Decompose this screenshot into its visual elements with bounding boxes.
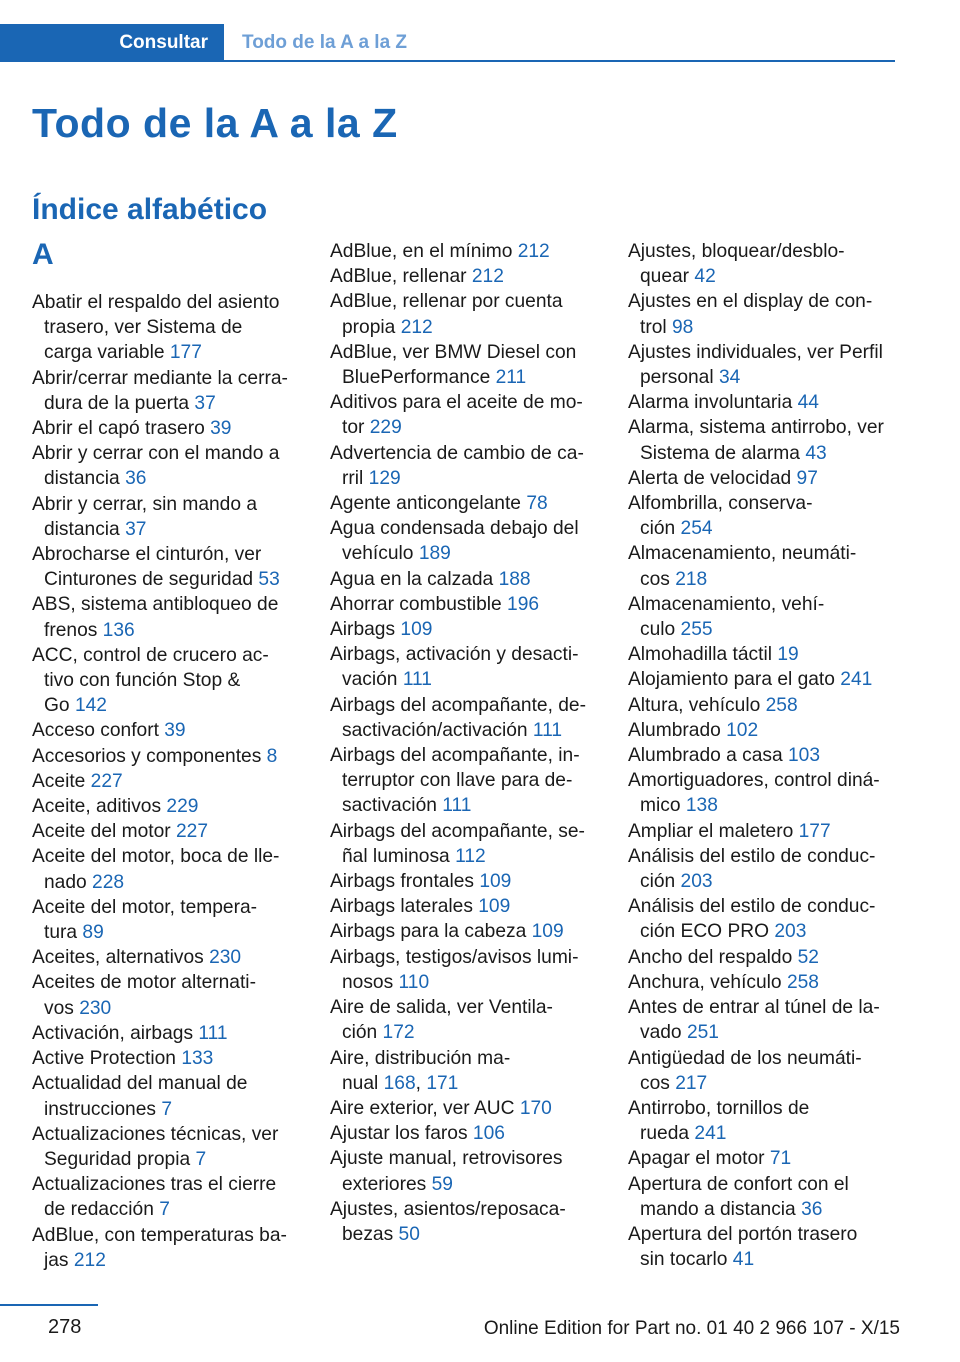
- page-reference-link[interactable]: 7: [195, 1148, 207, 1170]
- page-reference-link[interactable]: 227: [90, 770, 123, 792]
- index-entry: [628, 718, 898, 743]
- page-reference-link[interactable]: 133: [181, 1048, 214, 1070]
- index-entry-text: Activación, airbags: [32, 1022, 194, 1044]
- index-entry: [330, 516, 600, 566]
- page-reference-link[interactable]: 217: [675, 1072, 708, 1094]
- page-reference-link[interactable]: 129: [368, 467, 401, 489]
- page-reference-link[interactable]: 109: [531, 921, 564, 943]
- index-entry: [32, 794, 302, 819]
- index-entry-text: AdBlue, rellenar por cuenta propia: [330, 291, 563, 338]
- index-entry-text: ABS, sistema antibloqueo de frenos: [32, 594, 279, 641]
- index-entry: [32, 769, 302, 794]
- chapter-tab[interactable]: Todo de la A a la Z: [242, 32, 408, 53]
- page-reference-link[interactable]: 189: [418, 543, 451, 565]
- index-entry-text: Ajuste manual, retrovisores exteriores: [330, 1148, 563, 1195]
- index-letter-heading: A: [32, 238, 54, 271]
- page-reference-link[interactable]: 228: [92, 871, 125, 893]
- edition-note: Online Edition for Part no. 01 40 2 966 107 - X/15: [483, 1318, 900, 1339]
- index-entry: [330, 995, 600, 1045]
- page-reference-link[interactable]: 78: [526, 493, 548, 515]
- index-entry: [628, 415, 898, 465]
- page-reference-link[interactable]: 111: [402, 669, 432, 691]
- index-entry-text: Airbags laterales: [330, 896, 473, 918]
- index-entry: [628, 995, 898, 1045]
- index-entry-text: Alerta de velocidad: [628, 467, 792, 489]
- page-reference-link[interactable]: 36: [125, 468, 147, 490]
- index-entry-text: Almacenamiento, vehí‐ culo: [628, 593, 825, 641]
- index-entry: [628, 592, 898, 642]
- index-entry-text: Airbags, activación y desacti‐ vación: [330, 644, 579, 691]
- index-entry: [628, 1172, 898, 1222]
- index-entry-text: ACC, control de crucero ac‐ tivo con función Stop & Go: [32, 644, 269, 717]
- index-entry-text: Aceite del motor, boca de lle‐ nado: [32, 846, 280, 893]
- index-entry-text: Abatir el respaldo del asiento trasero, ver Sistema de carga variable: [32, 292, 280, 364]
- index-entry: [628, 340, 898, 390]
- index-entry-text: Alojamiento para el gato: [628, 669, 835, 691]
- index-entry-text: Aire de salida, ver Ventila‐ ción: [330, 997, 553, 1044]
- index-entry-text: Ajustes en el display de con‐ trol: [628, 291, 873, 338]
- index-entry-text: Airbags del acompañante, se‐ ñal luminosa: [330, 820, 585, 867]
- index-entry-text: Alumbrado a casa: [628, 745, 783, 767]
- index-entry: [330, 693, 600, 743]
- index-entry-text: Aire exterior, ver AUC: [330, 1097, 515, 1119]
- index-entry: [32, 1046, 302, 1071]
- index-entry-text: Aceite: [32, 770, 86, 792]
- index-entry-text: Almohadilla táctil: [628, 644, 772, 666]
- index-entry-text: Alfombrilla, conserva‐ ción: [628, 493, 813, 540]
- page-reference-link[interactable]: 258: [786, 971, 819, 993]
- index-entry-text: Airbags: [330, 619, 396, 641]
- index-entry: [628, 239, 898, 289]
- page-header: [0, 24, 895, 62]
- index-entry-text: Ahorrar combustible: [330, 593, 502, 615]
- index-entry-text: Análisis del estilo de conduc‐ ción: [628, 845, 876, 893]
- index-entry-text: Aceite del motor: [32, 821, 171, 843]
- index-entry-text: Ajustar los faros: [330, 1123, 468, 1145]
- index-entry-text: Active Protection: [32, 1048, 176, 1070]
- index-entry: Aire, distribución ma‐ nual 168, 171: [330, 1047, 511, 1094]
- index-entry-text: Abrir y cerrar con el mando a distancia: [32, 443, 280, 490]
- index-entry: [628, 743, 898, 768]
- index-entry: [32, 970, 302, 1020]
- index-entry-text: Antirrobo, tornillos de rueda: [628, 1097, 810, 1145]
- page-reference-link[interactable]: 34: [718, 367, 741, 389]
- page-reference-link[interactable]: 241: [840, 669, 873, 691]
- index-entry: [32, 592, 302, 642]
- index-entry: [628, 642, 898, 667]
- page-reference-link[interactable]: 43: [805, 442, 827, 464]
- index-entry-text: Actualizaciones tras el cierre de redacción: [32, 1174, 277, 1221]
- index-entry: [32, 945, 302, 970]
- page-reference-link[interactable]: 229: [369, 417, 402, 439]
- page-reference-link[interactable]: 171: [426, 1072, 459, 1094]
- page-reference-link[interactable]: 42: [694, 266, 716, 288]
- page-reference-link[interactable]: 71: [769, 1148, 792, 1170]
- page-reference-link[interactable]: 218: [675, 568, 708, 590]
- page-reference-link[interactable]: 89: [82, 922, 104, 944]
- page-reference-link[interactable]: 109: [479, 871, 512, 893]
- index-entry: [32, 643, 302, 719]
- page-reference-link[interactable]: 177: [169, 342, 202, 364]
- index-entry-text: Accesorios y componentes: [32, 745, 262, 767]
- index-entry: [330, 642, 600, 692]
- index-entry-text: Airbags frontales: [330, 871, 474, 893]
- index-entry-text: Aceites de motor alternati‐ vos: [32, 972, 256, 1019]
- index-entry-text: Amortiguadores, control diná‐ mico: [628, 770, 880, 817]
- page-reference-link[interactable]: 177: [798, 820, 831, 842]
- index-entry: [32, 1021, 302, 1046]
- index-entry: [330, 491, 600, 516]
- page-reference-link[interactable]: 7: [161, 1098, 172, 1120]
- index-entry: [330, 1197, 600, 1247]
- index-entry-text: Apertura del portón trasero sin tocarlo: [628, 1223, 858, 1271]
- index-entry-text: Agente anticongelante: [330, 493, 521, 515]
- index-entry: [628, 491, 898, 541]
- index-entry: [330, 567, 600, 592]
- page-number: 278: [48, 1316, 82, 1338]
- page-reference-link[interactable]: 172: [382, 1022, 415, 1044]
- page-reference-link[interactable]: 98: [672, 316, 694, 338]
- index-entry-text: Anchura, vehículo: [628, 971, 782, 993]
- page-reference-link[interactable]: 212: [471, 266, 504, 288]
- index-entry-text: Alarma involuntaria: [628, 392, 793, 414]
- index-entry: [32, 744, 302, 769]
- page-reference-link[interactable]: 241: [694, 1123, 727, 1145]
- index-entry-text: Agua condensada debajo del vehículo: [330, 518, 579, 565]
- index-entry: [330, 1121, 600, 1146]
- index-entry: [32, 1071, 302, 1121]
- index-entry-text: Antigüedad de los neumáti‐ cos: [628, 1047, 862, 1094]
- page-reference-link[interactable]: 50: [398, 1223, 420, 1245]
- index-entry: [628, 970, 898, 995]
- page-reference-link[interactable]: 37: [194, 392, 216, 414]
- page-reference-link[interactable]: 52: [797, 946, 819, 968]
- index-entry: [32, 844, 302, 894]
- index-entry-text: Alarma, sistema antirrobo, ver Sistema de alarma: [628, 417, 884, 464]
- page-reference-link[interactable]: 37: [125, 518, 147, 540]
- index-entry: [32, 1122, 302, 1172]
- footer-divider: [0, 1304, 98, 1306]
- index-entry-text: Aceites, alternativos: [32, 947, 204, 969]
- index-entry-text: Abrir y cerrar, sin mando a distancia: [32, 493, 258, 540]
- page-reference-link[interactable]: 168: [383, 1072, 416, 1094]
- index-entry: [330, 617, 600, 642]
- index-entry-text: Ampliar el maletero: [628, 820, 794, 842]
- index-entry: [628, 894, 898, 944]
- page-reference-link[interactable]: 109: [400, 619, 433, 641]
- page-reference-link[interactable]: 188: [498, 568, 531, 590]
- index-entry: [330, 919, 600, 944]
- page-reference-link[interactable]: 102: [726, 719, 759, 741]
- index-entry-text: Aire, distribución ma‐ nual: [330, 1047, 511, 1094]
- page-reference-link[interactable]: 39: [210, 418, 232, 440]
- page-reference-link[interactable]: 111: [532, 719, 563, 741]
- index-entry-text: Airbags, testigos/avisos lumi‐ nosos: [330, 946, 579, 993]
- page-reference-link[interactable]: 53: [258, 569, 280, 591]
- index-entry-text: Altura, vehículo: [628, 694, 761, 716]
- index-entry-text: Airbags del acompañante, de‐ sactivación/activación: [330, 694, 586, 741]
- index-entry: [32, 718, 302, 743]
- index-entry: [32, 492, 302, 542]
- header-divider: [224, 60, 895, 62]
- page-reference-link[interactable]: 39: [164, 720, 186, 742]
- page-reference-link[interactable]: 258: [765, 694, 798, 716]
- index-column-3: [628, 239, 898, 1272]
- page-reference-link[interactable]: 112: [455, 845, 486, 867]
- page-reference-link[interactable]: 106: [472, 1123, 505, 1145]
- index-entry: [32, 366, 302, 416]
- index-column-1: [32, 290, 302, 1273]
- index-entry: [330, 945, 600, 995]
- index-entry: [32, 441, 302, 491]
- index-entry-text: Antes de entrar al túnel de la‐ vado: [628, 997, 880, 1044]
- index-entry: [330, 441, 600, 491]
- index-entry: [628, 1096, 898, 1146]
- page-reference-link[interactable]: 227: [176, 821, 209, 843]
- page-reference-link[interactable]: 251: [686, 1022, 719, 1044]
- index-entry: [628, 844, 898, 894]
- page-reference-link[interactable]: 8: [266, 745, 278, 767]
- section-tab-consultar[interactable]: Consultar: [0, 24, 224, 62]
- page-reference-link[interactable]: 230: [79, 997, 112, 1019]
- index-entry-text: Abrir/cerrar mediante la cerra‐ dura de la puerta: [32, 367, 288, 414]
- index-entry-text: Alumbrado: [628, 719, 721, 741]
- index-entry: [628, 390, 898, 415]
- page-reference-link[interactable]: 103: [788, 745, 821, 767]
- index-entry: [330, 819, 600, 869]
- index-entry: [330, 264, 600, 289]
- index-entry: [32, 819, 302, 844]
- index-entry-text: Ajustes, bloquear/desblo‐ quear: [628, 241, 845, 288]
- index-entry-text: Advertencia de cambio de ca‐ rril: [330, 442, 584, 489]
- index-entry-text: Aceite del motor, tempera‐ tura: [32, 896, 258, 944]
- page-reference-link[interactable]: 211: [495, 367, 527, 389]
- index-entry-text: Aditivos para el aceite de mo‐ tor: [330, 392, 583, 439]
- index-entry-text: AdBlue, rellenar: [330, 266, 467, 288]
- index-entry-text: Ajustes individuales, ver Perfil personal: [628, 341, 883, 389]
- index-entry-text: Abrir el capó trasero: [32, 418, 205, 440]
- index-entry-text: AdBlue, en el mínimo: [330, 241, 513, 262]
- page-reference-link[interactable]: 111: [442, 795, 472, 817]
- page-reference-link[interactable]: 138: [685, 795, 718, 817]
- index-entry-text: AdBlue, con temperaturas ba‐ jas: [32, 1224, 287, 1271]
- index-entry: [32, 1172, 302, 1222]
- page-reference-link[interactable]: 109: [478, 896, 511, 918]
- index-entry: [330, 869, 600, 894]
- index-entry-text: Abrocharse el cinturón, ver Cinturones de seguridad: [32, 544, 262, 591]
- index-entry-text: Apagar el motor: [628, 1148, 765, 1170]
- index-entry: [32, 895, 302, 945]
- index-entry-text: AdBlue, ver BMW Diesel con BluePerformance: [330, 341, 577, 389]
- page-reference-link[interactable]: 59: [431, 1173, 453, 1195]
- index-entry-text: Apertura de confort con el mando a distancia: [628, 1173, 849, 1220]
- index-column-2: [330, 239, 600, 1247]
- index-entry: [628, 1046, 898, 1096]
- index-entry-text: Almacenamiento, neumáti‐ cos: [628, 543, 857, 590]
- index-entry-text: Airbags del acompañante, in‐ terruptor con llave para de‐ sactivación: [330, 745, 580, 817]
- index-entry: [330, 1096, 600, 1121]
- page-reference-link[interactable]: 212: [400, 316, 433, 338]
- index-entry: [628, 693, 898, 718]
- page-reference-link[interactable]: 7: [159, 1199, 170, 1221]
- page-reference-link[interactable]: 136: [102, 619, 135, 641]
- index-entry: [628, 1222, 898, 1272]
- index-entry: [628, 466, 898, 491]
- page-reference-link[interactable]: 41: [732, 1249, 755, 1271]
- page-reference-link[interactable]: 212: [73, 1249, 106, 1271]
- index-entry: [330, 390, 600, 440]
- index-entry-text: Actualizaciones técnicas, ver Seguridad propia: [32, 1123, 279, 1170]
- index-entry-text: Airbags para la cabeza: [330, 921, 527, 943]
- index-entry: [330, 289, 600, 339]
- index-entry: [628, 289, 898, 339]
- index-entry: [628, 945, 898, 970]
- index-entry: [330, 894, 600, 919]
- page-reference-link[interactable]: 203: [774, 921, 807, 943]
- index-entry-text: Agua en la calzada: [330, 568, 494, 590]
- index-entry: [628, 819, 898, 844]
- index-entry: [628, 1146, 898, 1171]
- page-reference-link[interactable]: 255: [680, 619, 713, 641]
- page-reference-link[interactable]: 142: [74, 695, 107, 717]
- page-reference-link[interactable]: 254: [680, 518, 713, 540]
- index-entry: [330, 592, 600, 617]
- page-reference-link[interactable]: 196: [507, 593, 540, 615]
- index-entry-text: Ancho del respaldo: [628, 946, 793, 968]
- page-reference-link[interactable]: 97: [796, 467, 818, 489]
- page-reference-link[interactable]: 110: [398, 971, 430, 993]
- index-entry: [32, 542, 302, 592]
- page-reference-link[interactable]: 170: [519, 1097, 552, 1119]
- index-entry-text: Aceite, aditivos: [32, 796, 162, 818]
- index-entry-text: Análisis del estilo de conduc‐ ción ECO PRO: [628, 896, 876, 943]
- index-entry: [32, 416, 302, 441]
- page-reference-link[interactable]: 230: [209, 947, 242, 969]
- index-entry: [330, 340, 600, 390]
- index-entry-text: Actualidad del manual de instrucciones: [32, 1073, 248, 1120]
- page-reference-link[interactable]: 203: [680, 871, 713, 893]
- page-reference-link[interactable]: 212: [517, 241, 550, 262]
- index-entry-text: Acceso confort: [32, 720, 159, 742]
- index-entry: [32, 1223, 302, 1273]
- index-entry: [330, 239, 600, 264]
- page-title: Todo de la A a la Z: [32, 100, 398, 146]
- page-reference-link[interactable]: 44: [797, 392, 819, 414]
- index-entry: [330, 1146, 600, 1196]
- section-title: Índice alfabético: [32, 193, 268, 226]
- page-reference-link[interactable]: 229: [166, 796, 199, 818]
- index-entry: [32, 290, 302, 366]
- page-reference-link[interactable]: 111: [198, 1022, 228, 1044]
- index-entry: [628, 541, 898, 591]
- index-entry: [628, 667, 898, 692]
- index-entry: [330, 743, 600, 819]
- page-reference-link[interactable]: 36: [801, 1198, 823, 1220]
- page-reference-link[interactable]: 19: [777, 644, 799, 666]
- index-entry: [628, 768, 898, 818]
- index-entry-text: Ajustes, asientos/reposaca‐ bezas: [330, 1198, 566, 1245]
